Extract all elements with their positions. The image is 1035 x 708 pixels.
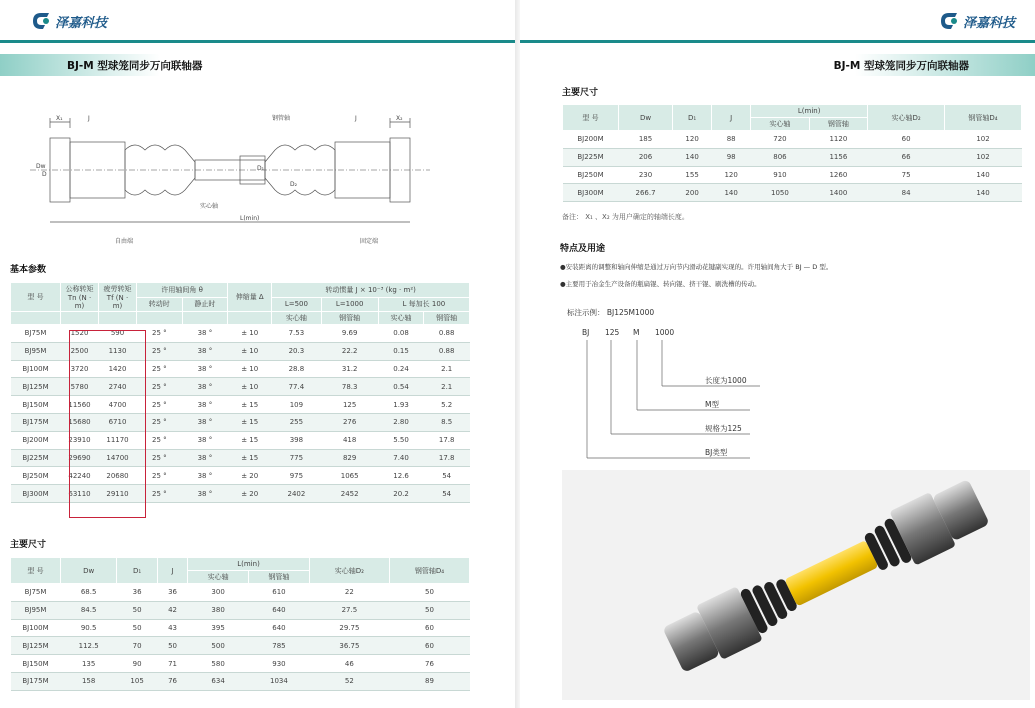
dims-section-title-left: 主要尺寸 (10, 540, 47, 550)
table-cell: 12.6 (378, 467, 424, 485)
table-cell: 54 (424, 485, 470, 503)
title-bar-right (520, 54, 1035, 76)
table-cell: 25 ° (137, 485, 183, 503)
table-row (563, 166, 1022, 184)
col-l500: L=500 (272, 297, 321, 312)
col-lper100: L 每加长 100 (378, 297, 469, 312)
example-label: 标注示例： BJ125M1000 (567, 308, 655, 317)
table-cell: 36.75 (309, 637, 389, 655)
col-j: J (712, 105, 751, 131)
table-cell: 77.4 (272, 378, 321, 396)
table-cell: 1260 (809, 166, 867, 184)
label-j-right: J (355, 115, 357, 122)
table-cell: 9.69 (321, 325, 378, 343)
table-cell: 88 (712, 131, 751, 149)
table-cell: 25 ° (137, 360, 183, 378)
table-cell: 140 (945, 184, 1022, 202)
table-cell: 11170 (99, 431, 137, 449)
table-cell: 418 (321, 431, 378, 449)
table-cell: 38 ° (182, 485, 228, 503)
col-d4: 钢管轴D₄ (389, 558, 469, 584)
table-cell: 580 (188, 655, 249, 673)
table-cell: 5.50 (378, 431, 424, 449)
col-d2: 实心轴D₂ (868, 105, 945, 131)
col-tube: 钢管轴 (809, 118, 867, 131)
brand-name: 泽嘉科技 (963, 15, 1016, 31)
col-angle-run: 转动时 (137, 297, 183, 312)
table-row (11, 655, 470, 673)
table-cell: ± 15 (228, 413, 272, 431)
col-solid: 实心轴 (751, 118, 809, 131)
feature-item-1: ●安装距离的调整和轴向伸缩是通过万向节内滑动花键副实现的。许用轴间角大于 BJ — D 型。 (560, 263, 833, 271)
brand-logo-icon (30, 10, 52, 32)
table-cell: 38 ° (182, 360, 228, 378)
table-cell: 17.8 (424, 431, 470, 449)
table-cell: 38 ° (182, 413, 228, 431)
table-cell: 255 (272, 413, 321, 431)
table-cell: 185 (619, 131, 673, 149)
col-model: 型 号 (11, 283, 61, 312)
example-part-2: 125 (605, 328, 620, 337)
table-cell: 140 (712, 184, 751, 202)
label-solid-shaft: 实心轴 (200, 203, 219, 210)
table-cell: ± 10 (228, 360, 272, 378)
table-cell: 28.8 (272, 360, 321, 378)
table-cell: 38 ° (182, 431, 228, 449)
dims-table-right (562, 104, 1022, 202)
table-cell: BJ250M (563, 166, 619, 184)
col-tf: 疲劳转矩 Tf (N · m) (99, 283, 137, 312)
table-cell: 1156 (809, 148, 867, 166)
table-cell: 0.15 (378, 342, 424, 360)
table-cell: ± 10 (228, 342, 272, 360)
label-dw: Dw (36, 163, 46, 170)
table-cell: 0.08 (378, 325, 424, 343)
table-cell: 90 (117, 655, 158, 673)
table-row (563, 131, 1022, 149)
col-solid: 实心轴 (272, 312, 321, 325)
dims-section-title-right: 主要尺寸 (562, 88, 599, 98)
table-cell: BJ125M (11, 637, 61, 655)
example-part-1: BJ (582, 328, 590, 337)
table-cell: BJ100M (11, 619, 61, 637)
table-cell: 84 (868, 184, 945, 202)
table-cell: 6710 (99, 413, 137, 431)
table-cell: 300 (188, 584, 249, 602)
table-cell: 0.54 (378, 378, 424, 396)
col-d2: 实心轴D₂ (309, 558, 389, 584)
table-cell: 38 ° (182, 396, 228, 414)
table-row (563, 148, 1022, 166)
table-cell: 112.5 (61, 637, 117, 655)
example-meaning-4: BJ类型 (705, 448, 728, 457)
col-j: J (157, 558, 187, 584)
table-cell: 105 (117, 672, 158, 690)
table-cell: 2500 (61, 342, 99, 360)
table-cell: 930 (249, 655, 310, 673)
table-row (11, 619, 470, 637)
table-cell: 25 ° (137, 431, 183, 449)
table-cell: 63110 (61, 485, 99, 503)
table-cell: 60 (389, 637, 469, 655)
table-cell: 1520 (61, 325, 99, 343)
label-steel-tube: 钢管轴 (272, 115, 291, 122)
dims-table-left (10, 557, 470, 691)
page-title-right: BJ-M 型球笼同步万向联轴器 (833, 59, 969, 72)
table-cell: 1120 (809, 131, 867, 149)
table-cell: 25 ° (137, 378, 183, 396)
table-cell: 50 (157, 637, 187, 655)
col-solid: 实心轴 (188, 571, 249, 584)
table-cell: 50 (389, 584, 469, 602)
table-cell: BJ250M (11, 467, 61, 485)
table-cell: 68.5 (61, 584, 117, 602)
title-bar (0, 54, 515, 76)
table-cell: 78.3 (321, 378, 378, 396)
table-cell: 829 (321, 449, 378, 467)
header-rule (0, 40, 515, 43)
table-cell: 52 (309, 672, 389, 690)
table-cell: 36 (117, 584, 158, 602)
table-cell: 102 (945, 131, 1022, 149)
table-cell: ± 20 (228, 485, 272, 503)
table-cell: BJ125M (11, 378, 61, 396)
table-cell: ± 10 (228, 325, 272, 343)
table-cell: 20.3 (272, 342, 321, 360)
table-cell: 20.2 (378, 485, 424, 503)
coupling-photo-illustration (562, 470, 1030, 700)
table-row (11, 584, 470, 602)
table-cell: BJ200M (563, 131, 619, 149)
table-cell: ± 15 (228, 396, 272, 414)
table-cell: 1130 (99, 342, 137, 360)
table-cell: 50 (117, 619, 158, 637)
col-inertia: 转动惯量 J × 10⁻³ (kg · m²) (272, 283, 470, 298)
label-d: D (42, 171, 47, 178)
table-cell: ± 15 (228, 431, 272, 449)
table-cell: 5.2 (424, 396, 470, 414)
table-cell: 590 (99, 325, 137, 343)
table-cell: 70 (117, 637, 158, 655)
col-angle-static: 静止时 (182, 297, 228, 312)
table-cell: BJ100M (11, 360, 61, 378)
table-cell: 155 (673, 166, 712, 184)
table-cell: 634 (188, 672, 249, 690)
table-cell: 640 (249, 601, 310, 619)
product-photo (562, 470, 1030, 700)
table-cell: 2740 (99, 378, 137, 396)
table-cell: 1065 (321, 467, 378, 485)
table-cell: 25 ° (137, 449, 183, 467)
table-cell: 15680 (61, 413, 99, 431)
table-cell: 140 (945, 166, 1022, 184)
right-page (520, 0, 1035, 708)
table-cell: 76 (389, 655, 469, 673)
table-cell: 38 ° (182, 325, 228, 343)
table-cell: 610 (249, 584, 310, 602)
table-cell: 3720 (61, 360, 99, 378)
table-cell: 29110 (99, 485, 137, 503)
table-cell: 42 (157, 601, 187, 619)
col-lmin: L(min) (751, 105, 868, 118)
table-cell: 25 ° (137, 467, 183, 485)
table-cell: 395 (188, 619, 249, 637)
col-l1000: L=1000 (321, 297, 378, 312)
table-cell: 50 (389, 601, 469, 619)
brand-logo-right (938, 10, 1015, 32)
example-meaning-1: 长度为1000 (705, 376, 747, 385)
table-cell: 22 (309, 584, 389, 602)
table-cell: BJ150M (11, 655, 61, 673)
table-cell: 0.24 (378, 360, 424, 378)
example-part-4: 1000 (655, 328, 675, 337)
table-cell: 7.40 (378, 449, 424, 467)
table-row (11, 637, 470, 655)
table-cell: 90.5 (61, 619, 117, 637)
col-tn: 公称转矩 Tn (N · m) (61, 283, 99, 312)
label-x1: X₁ (56, 115, 63, 122)
table-cell: 25 ° (137, 396, 183, 414)
table-cell: 84.5 (61, 601, 117, 619)
table-cell: 5780 (61, 378, 99, 396)
table-row (563, 184, 1022, 202)
table-cell: 720 (751, 131, 809, 149)
col-d1: D₁ (673, 105, 712, 131)
table-cell: 43 (157, 619, 187, 637)
table-cell: BJ75M (11, 325, 61, 343)
table-cell: 27.5 (309, 601, 389, 619)
example-meaning-3: 规格为125 (705, 424, 742, 433)
table-cell: 0.88 (424, 342, 470, 360)
table-cell: 276 (321, 413, 378, 431)
left-page (0, 0, 515, 708)
table-row (11, 601, 470, 619)
col-lmin: L(min) (188, 558, 310, 571)
table-cell: 25 ° (137, 325, 183, 343)
table-cell: 158 (61, 672, 117, 690)
table-cell: 76 (157, 672, 187, 690)
table-cell: 25 ° (137, 342, 183, 360)
table-cell: ± 15 (228, 449, 272, 467)
col-tube-2: 钢管轴 (424, 312, 470, 325)
page-title: BJ-M 型球笼同步万向联轴器 (67, 59, 203, 72)
table-cell: 7.53 (272, 325, 321, 343)
table-cell: 2402 (272, 485, 321, 503)
label-free-end: 自由端 (115, 238, 134, 245)
features-title: 特点及用途 (560, 244, 606, 254)
table-cell: BJ200M (11, 431, 61, 449)
table-cell: 2.1 (424, 378, 470, 396)
table-cell: BJ95M (11, 601, 61, 619)
table-cell: 89 (389, 672, 469, 690)
table-cell: 71 (157, 655, 187, 673)
table-cell: 60 (389, 619, 469, 637)
table-cell: 14700 (99, 449, 137, 467)
table-cell: 8.5 (424, 413, 470, 431)
table-cell: BJ175M (11, 413, 61, 431)
example-diagram (580, 322, 780, 462)
col-model: 型 号 (563, 105, 619, 131)
table-cell: 4700 (99, 396, 137, 414)
table-cell: BJ95M (11, 342, 61, 360)
table-cell: 11560 (61, 396, 99, 414)
feature-item-2: ●主要用于冶金生产设备的瓶扁锟、转向锟、挤干锟、刷洗槽的传动。 (560, 280, 761, 288)
table-cell: 42240 (61, 467, 99, 485)
table-cell: 109 (272, 396, 321, 414)
table-cell: 1420 (99, 360, 137, 378)
table-cell: 102 (945, 148, 1022, 166)
table-cell: 775 (272, 449, 321, 467)
col-d1: D₁ (117, 558, 158, 584)
table-cell: 29690 (61, 449, 99, 467)
table-cell: ± 10 (228, 378, 272, 396)
col-tube: 钢管轴 (321, 312, 378, 325)
table-cell: 120 (673, 131, 712, 149)
table-cell: 38 ° (182, 378, 228, 396)
table-cell: 25 ° (137, 413, 183, 431)
table-cell: 1050 (751, 184, 809, 202)
table-cell: 31.2 (321, 360, 378, 378)
brand-logo (30, 10, 107, 32)
table-cell: 380 (188, 601, 249, 619)
table-cell: BJ150M (11, 396, 61, 414)
table-cell: 23910 (61, 431, 99, 449)
col-model: 型 号 (11, 558, 61, 584)
table-cell: 1400 (809, 184, 867, 202)
table-cell: 66 (868, 148, 945, 166)
brand-logo-icon (938, 10, 960, 32)
label-j-left: J (88, 115, 90, 122)
table-cell: 1.93 (378, 396, 424, 414)
highlight-box (69, 330, 146, 518)
table-cell: 46 (309, 655, 389, 673)
table-cell: 806 (751, 148, 809, 166)
label-d1: D₁ (257, 165, 265, 172)
table-cell: ± 20 (228, 467, 272, 485)
table-cell: 17.8 (424, 449, 470, 467)
table-cell: 135 (61, 655, 117, 673)
col-tube: 钢管轴 (249, 571, 310, 584)
dims-table-right-body (563, 131, 1022, 202)
label-lmin: L(min) (240, 215, 260, 222)
table-cell: 22.2 (321, 342, 378, 360)
example-meaning-2: M型 (705, 400, 719, 409)
header-rule-right (520, 40, 1035, 43)
table-cell: BJ225M (563, 148, 619, 166)
params-section-title: 基本参数 (10, 265, 47, 275)
table-cell: 230 (619, 166, 673, 184)
col-dw: Dw (619, 105, 673, 131)
note-text: 备注： X₁ 、X₂ 为用户确定的轴端长度。 (562, 213, 689, 221)
brand-name: 泽嘉科技 (55, 15, 108, 31)
table-cell: 500 (188, 637, 249, 655)
table-cell: 29.75 (309, 619, 389, 637)
table-cell: 975 (272, 467, 321, 485)
table-cell: BJ175M (11, 672, 61, 690)
dims-table-left-body (11, 584, 470, 691)
col-solid-2: 实心轴 (378, 312, 424, 325)
table-cell: 785 (249, 637, 310, 655)
table-cell: 910 (751, 166, 809, 184)
table-cell: 20680 (99, 467, 137, 485)
table-cell: 266.7 (619, 184, 673, 202)
table-cell: BJ75M (11, 584, 61, 602)
col-d4: 钢管轴D₄ (945, 105, 1022, 131)
table-cell: BJ300M (11, 485, 61, 503)
label-fixed-end: 固定端 (360, 238, 379, 245)
label-x2: X₂ (396, 115, 403, 122)
col-expand: 伸缩量 Δ (228, 283, 272, 312)
table-cell: 54 (424, 467, 470, 485)
example-part-3: M (633, 328, 640, 337)
table-cell: 75 (868, 166, 945, 184)
table-cell: 2.80 (378, 413, 424, 431)
table-cell: 2.1 (424, 360, 470, 378)
table-cell: 38 ° (182, 449, 228, 467)
table-cell: 98 (712, 148, 751, 166)
table-cell: 36 (157, 584, 187, 602)
table-cell: 38 ° (182, 342, 228, 360)
label-d2: D₂ (290, 181, 298, 188)
table-cell: BJ225M (11, 449, 61, 467)
table-cell: 206 (619, 148, 673, 166)
col-dw: Dw (61, 558, 117, 584)
table-cell: 200 (673, 184, 712, 202)
table-cell: 60 (868, 131, 945, 149)
table-cell: 0.88 (424, 325, 470, 343)
table-cell: 50 (117, 601, 158, 619)
table-cell: 2452 (321, 485, 378, 503)
col-angle: 许用轴间角 θ (137, 283, 228, 298)
table-cell: 38 ° (182, 467, 228, 485)
table-cell: 1034 (249, 672, 310, 690)
coupling-drawing (20, 110, 440, 250)
table-cell: 398 (272, 431, 321, 449)
table-cell: 140 (673, 148, 712, 166)
table-cell: 120 (712, 166, 751, 184)
table-cell: 125 (321, 396, 378, 414)
table-cell: 640 (249, 619, 310, 637)
table-cell: BJ300M (563, 184, 619, 202)
table-row (11, 672, 470, 690)
